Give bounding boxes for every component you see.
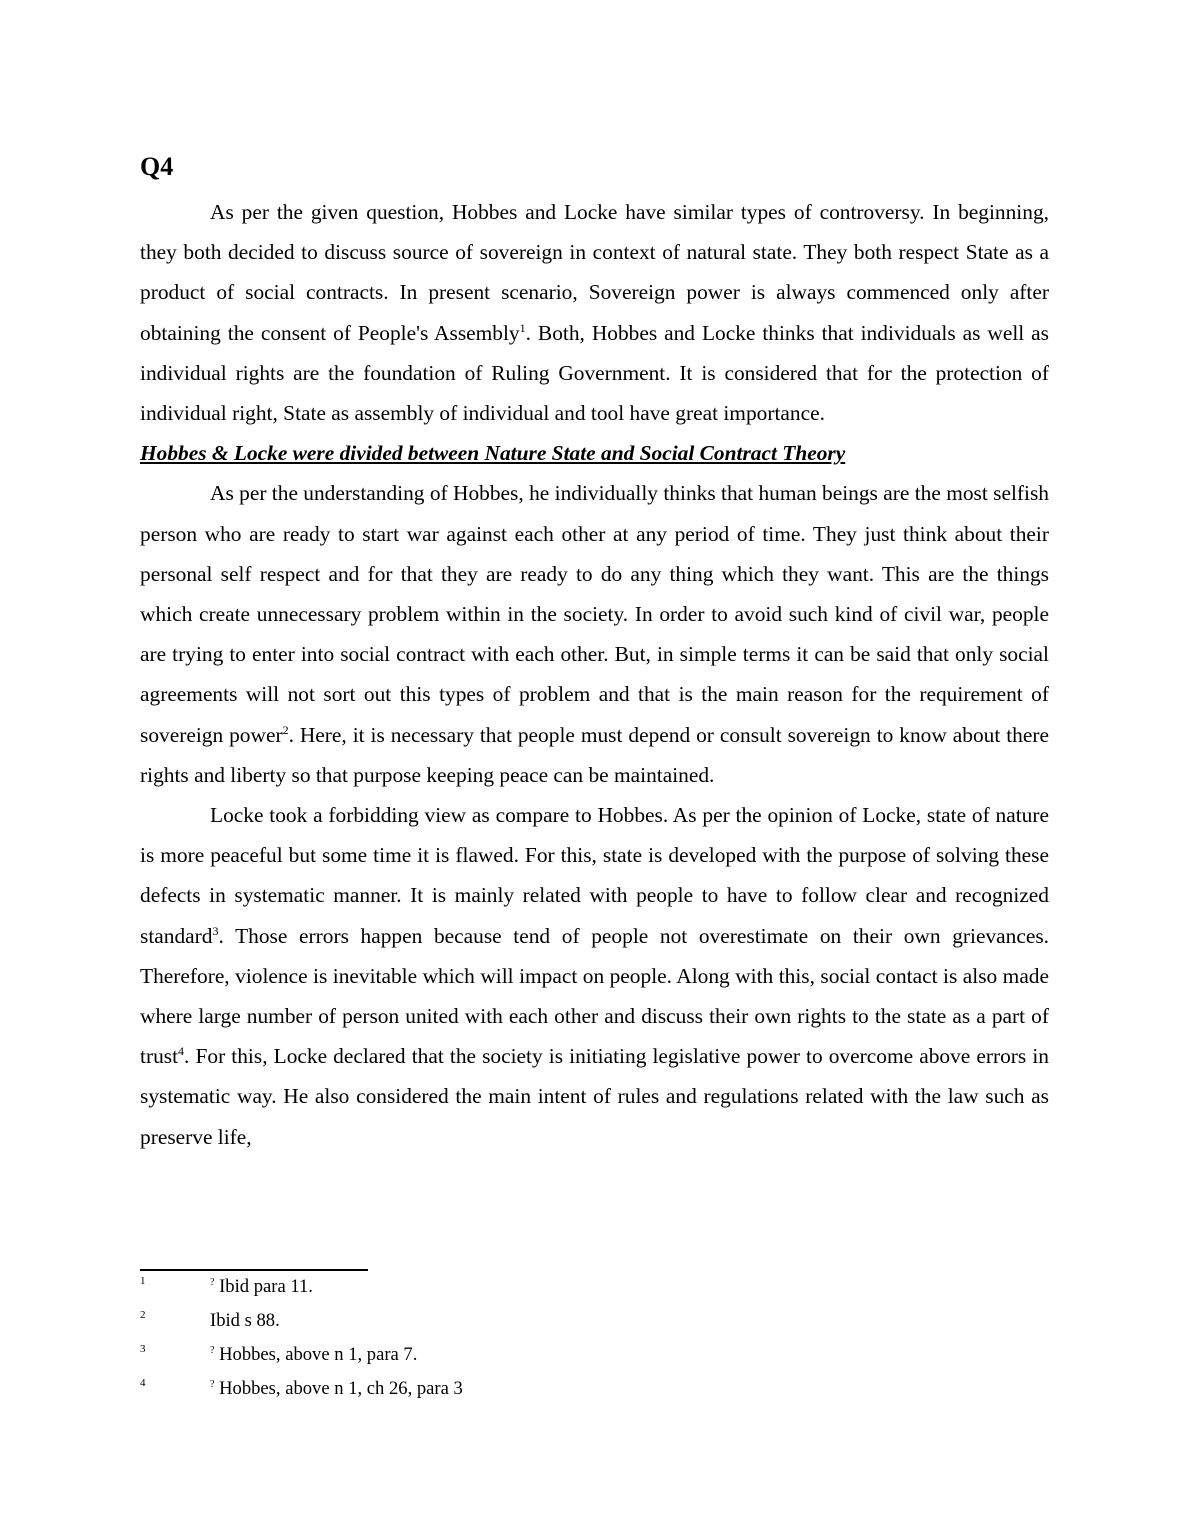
footnote-mark: ?: [210, 1379, 215, 1390]
paragraph-1-text-b: . Both, Hobbes and Locke thinks that individuals as well as individual rights are the foundation of Ruling Government. It is considered that for the protection of individual right, State as assembly of individual and tool have great importance.: [140, 320, 1049, 426]
paragraph-2-text-a: As per the understanding of Hobbes, he individually thinks that human beings are the most selfish person who are ready to start war against each other at any period of time. They just think about their personal self respect and for that they are ready to do any thing which they want. This are the things which create unnecessary problem within in the society. In order to avoid such kind of civil war, people are trying to enter into social contract with each other. But, in simple terms it can be said that only social agreements will not sort out this types of problem and that is the main reason for the requirement of sovereign power: [140, 481, 1049, 747]
footnote-number: 1: [140, 1275, 146, 1287]
paragraph-1: [140, 192, 1049, 433]
paragraph-3-text-b: . Those errors happen because tend of people not overestimate on their own grievances. Therefore, violence is inevitable which will impact on people. Along with this, social contact is also made where large number of person united with each other and discuss their own rights to the state as a part of trust: [140, 923, 1049, 1069]
footnote-mark: ?: [210, 1345, 215, 1356]
paragraph-3: [140, 795, 1049, 1157]
paragraph-2: [140, 473, 1049, 795]
paragraph-3-text-a: Locke took a forbidding view as compare to Hobbes. As per the opinion of Locke, state of nature is more peaceful but some time it is flawed. For this, state is developed with the purpose of solving these defects in systematic manner. It is mainly related with people to have to follow clear and recognized standard: [140, 803, 1049, 948]
footnote-text: [210, 1340, 417, 1370]
footnote-number: 2: [140, 1309, 146, 1321]
footnote-ref-3: 3: [212, 923, 219, 938]
footnote-mark: ?: [210, 1277, 215, 1288]
footnote-separator: [140, 1269, 368, 1271]
paragraph-2-text-b: . Here, it is necessary that people must depend or consult sovereign to know about there rights and liberty so that purpose keeping peace can be maintained.: [140, 722, 1049, 787]
question-heading: Q4: [140, 152, 174, 181]
section-subheading: Hobbes & Locke were divided between Nature State and Social Contract Theory: [140, 441, 846, 466]
footnotes: [140, 1272, 840, 1408]
footnote-body: Hobbes, above n 1, ch 26, para 3: [214, 1378, 463, 1399]
footnote-ref-1: 1: [519, 320, 526, 335]
footnote-item: [140, 1340, 840, 1374]
footnote-body: Ibid para 11.: [214, 1276, 313, 1297]
footnote-item: [140, 1374, 840, 1408]
footnote-body: Ibid s 88.: [210, 1310, 280, 1331]
footnote-number: 3: [140, 1343, 146, 1355]
footnote-item: [140, 1272, 840, 1306]
footnote-text: [210, 1374, 463, 1404]
footnote-item: [140, 1306, 840, 1340]
document-body: [140, 192, 1049, 1157]
footnote-number: 4: [140, 1377, 146, 1389]
footnote-text: [210, 1272, 313, 1302]
footnote-ref-4: 4: [178, 1044, 185, 1059]
footnote-ref-2: 2: [282, 722, 289, 737]
footnote-text: [210, 1306, 280, 1336]
paragraph-1-text-a: As per the given question, Hobbes and Locke have similar types of controversy. In beginning, they both decided to discuss source of sovereign in context of natural state. They both respect State as a product of social contracts. In present scenario, Sovereign power is always commenced only after obtaining the consent of People's Assembly: [140, 200, 1049, 345]
paragraph-3-text-c: . For this, Locke declared that the society is initiating legislative power to overcome above errors in systematic way. He also considered the main intent of rules and regulations related with the law such as preserve life,: [140, 1044, 1049, 1149]
footnote-body: Hobbes, above n 1, para 7.: [214, 1344, 418, 1365]
